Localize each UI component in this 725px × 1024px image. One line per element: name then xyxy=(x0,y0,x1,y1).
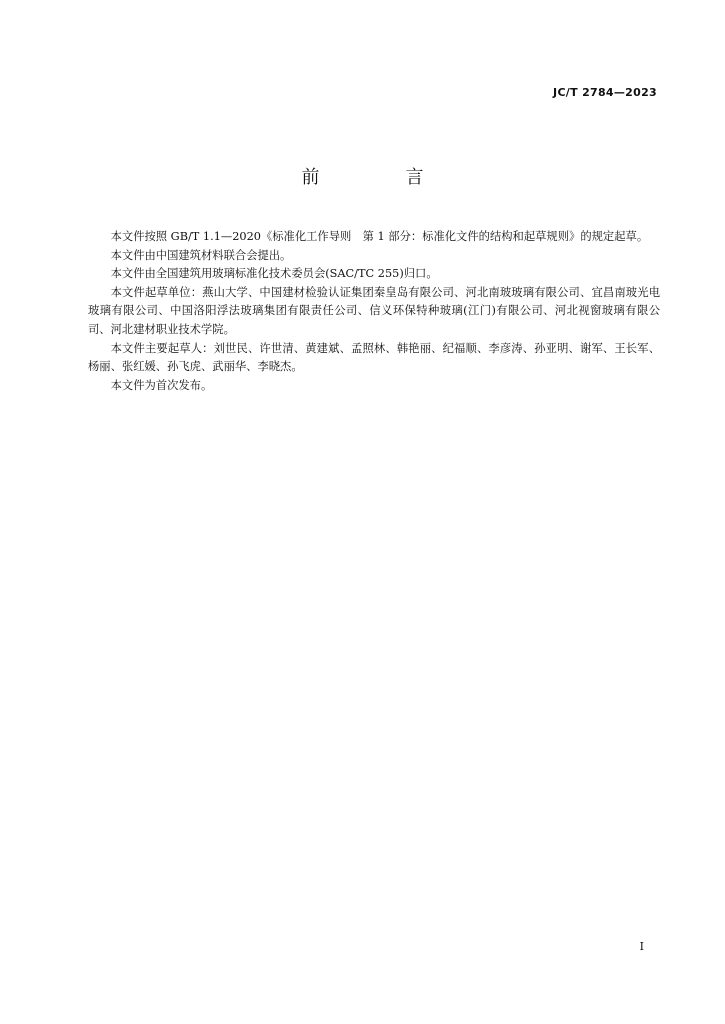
paragraph-drafting-units: 本文件起草单位：燕山大学、中国建材检验认证集团秦皇岛有限公司、河北南玻玻璃有限公司、宜昌南玻光电玻璃有限公司、中国洛阳浮法玻璃集团有限责任公司、信义环保特种玻璃(江门)有限公司、河北视窗玻璃有限公司、河北建材职业技术学院。 xyxy=(88,285,660,336)
page-number: I xyxy=(639,940,644,953)
standard-code: JC/T 2784—2023 xyxy=(553,86,657,99)
paragraph-proposer: 本文件由中国建筑材料联合会提出。 xyxy=(110,248,292,262)
document-body xyxy=(88,228,660,395)
paragraph-drafting-rules: 本文件按照 GB/T 1.1—2020《标准化工作导则 第 1 部分：标准化文件的结构和起草规则》的规定起草。 xyxy=(110,230,649,243)
paragraph-drafters: 本文件主要起草人：刘世民、许世清、黄建斌、孟照林、韩艳丽、纪福顺、李彦涛、孙亚明、谢军、王长军、杨丽、张红媛、孙飞虎、武丽华、李晓杰。 xyxy=(88,341,660,374)
paragraph-committee: 本文件由全国建筑用玻璃标准化技术委员会(SAC/TC 255)归口。 xyxy=(110,267,438,281)
page-title: 前 言 xyxy=(301,167,458,188)
paragraph-first-release: 本文件为首次发布。 xyxy=(110,378,213,392)
